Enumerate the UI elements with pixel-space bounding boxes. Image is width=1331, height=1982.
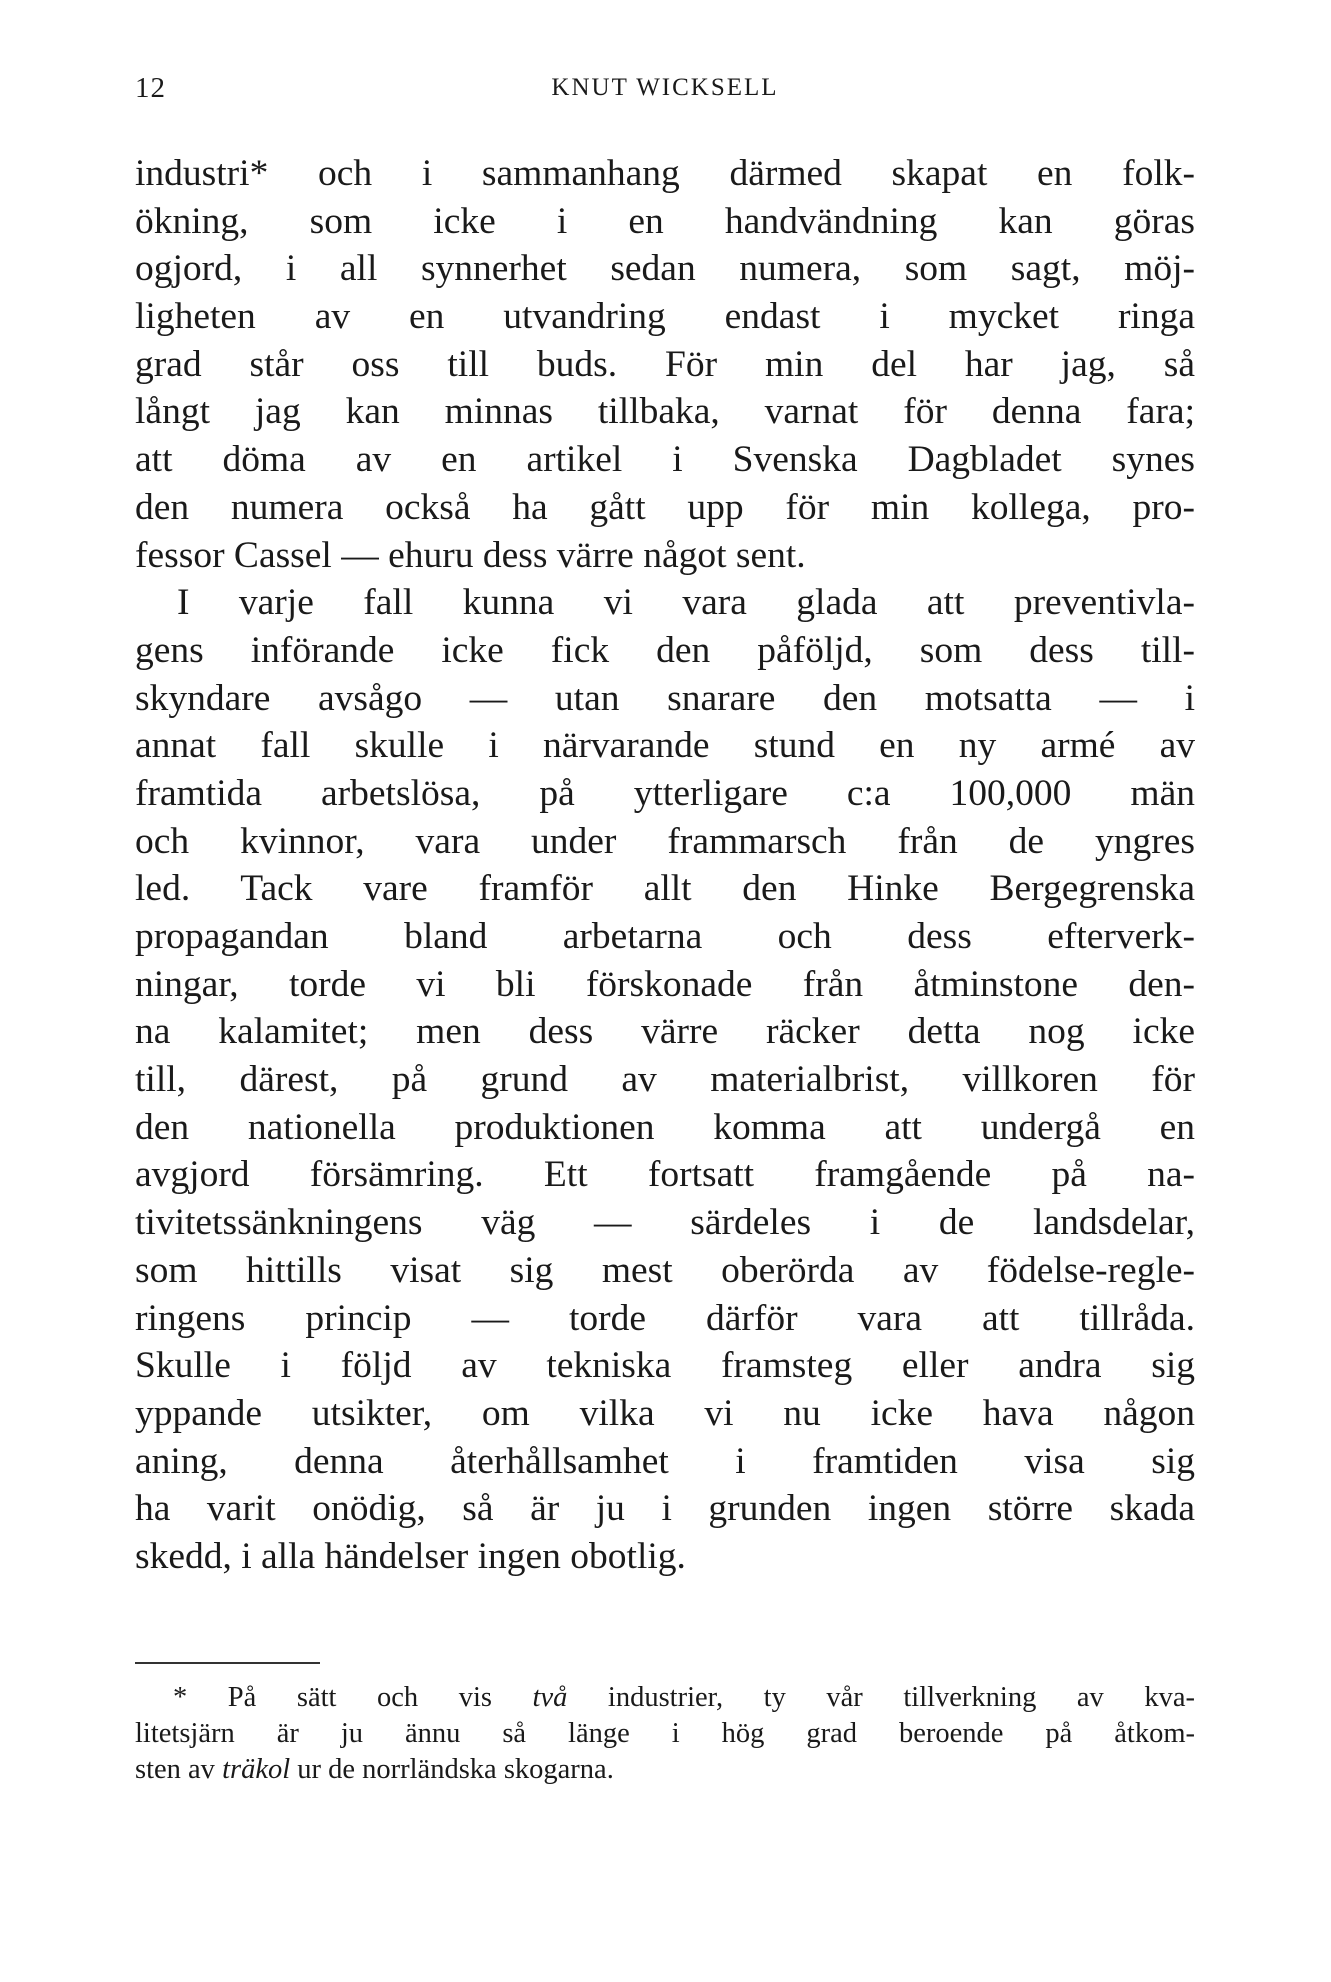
footnote <box>135 1680 1195 1788</box>
body-line: ogjord, i all synnerhet sedan numera, som sagt, möj- <box>135 248 1195 290</box>
body-line: ningar, torde vi bli förskonade från åtminstone den- <box>135 963 1195 1005</box>
body-line: den nationella produktionen komma att undergå en <box>135 1106 1195 1148</box>
body-line: Skulle i följd av tekniska framsteg eller andra sig <box>135 1345 1195 1387</box>
body-line: grad står oss till buds. För min del har jag, så <box>135 343 1195 385</box>
footnote-divider <box>135 1662 320 1664</box>
body-line: I varje fall kunna vi vara glada att preventivla- <box>177 582 1195 624</box>
footnote-text: * På sätt och vis <box>173 1682 533 1713</box>
footnote-emphasis: träkol <box>222 1754 291 1785</box>
page-number: 12 <box>135 72 166 104</box>
body-line: industri* och i sammanhang därmed skapat en folk- <box>135 153 1195 194</box>
body-line: skyndare avsågo — utan snarare den motsatta — i <box>135 677 1195 719</box>
body-line: att döma av en artikel i Svenska Dagbladet synes <box>135 439 1195 481</box>
body-line: avgjord försämring. Ett fortsatt framgående på na- <box>135 1154 1195 1196</box>
body-line: skedd, i alla händelser ingen obotlig. <box>135 1535 686 1577</box>
body-line: na kalamitet; men dess värre räcker detta nog icke <box>135 1011 1195 1053</box>
footnote-text: industrier, ty vår tillverkning av kva- <box>567 1682 1195 1713</box>
body-line: långt jag kan minnas tillbaka, varnat för denna fara; <box>135 391 1195 433</box>
body-line: propagandan bland arbetarna och dess efterverk- <box>135 916 1195 957</box>
body-line: annat fall skulle i närvarande stund en ny armé av <box>135 725 1195 767</box>
body-line: aning, denna återhållsamhet i framtiden visa sig <box>135 1440 1195 1482</box>
footnote-text: sten av <box>135 1754 223 1785</box>
footnote-text: ur de norrländska skogarna. <box>290 1754 614 1785</box>
page-header <box>135 72 1195 112</box>
body-line: till, därest, på grund av materialbrist, villkoren för <box>135 1059 1195 1101</box>
footnote-line: litetsjärn är ju ännu så länge i hög grad beroende på åtkom- <box>135 1718 1195 1749</box>
body-line: den numera också ha gått upp för min kollega, pro- <box>135 486 1195 528</box>
body-line: led. Tack vare framför allt den Hinke Bergegrenska <box>135 868 1195 910</box>
footnote-line <box>135 1680 1195 1716</box>
footnote-emphasis: två <box>532 1682 568 1713</box>
body-line: gens införande icke fick den påföljd, som dess till- <box>135 629 1195 671</box>
body-text <box>135 150 1195 1581</box>
body-line: och kvinnor, vara under frammarsch från de yngres <box>135 820 1195 862</box>
body-line: ha varit onödig, så är ju i grunden ingen större skada <box>135 1488 1195 1530</box>
body-line: tivitetssänkningens väg — särdeles i de landsdelar, <box>135 1202 1195 1244</box>
body-line: fessor Cassel — ehuru dess värre något sent. <box>135 534 806 576</box>
body-line: yppande utsikter, om vilka vi nu icke hava någon <box>135 1392 1195 1434</box>
footnote-line <box>135 1752 1195 1788</box>
body-line: ökning, som icke i en handvändning kan göras <box>135 200 1195 242</box>
body-line: som hittills visat sig mest oberörda av födelse-regle- <box>135 1249 1195 1291</box>
running-head: KNUT WICKSELL <box>551 74 779 101</box>
body-line: ligheten av en utvandring endast i mycket ringa <box>135 296 1195 338</box>
body-line: framtida arbetslösa, på ytterligare c:a 100,000 män <box>135 772 1195 814</box>
body-line: ringens princip — torde därför vara att tillråda. <box>135 1297 1195 1339</box>
